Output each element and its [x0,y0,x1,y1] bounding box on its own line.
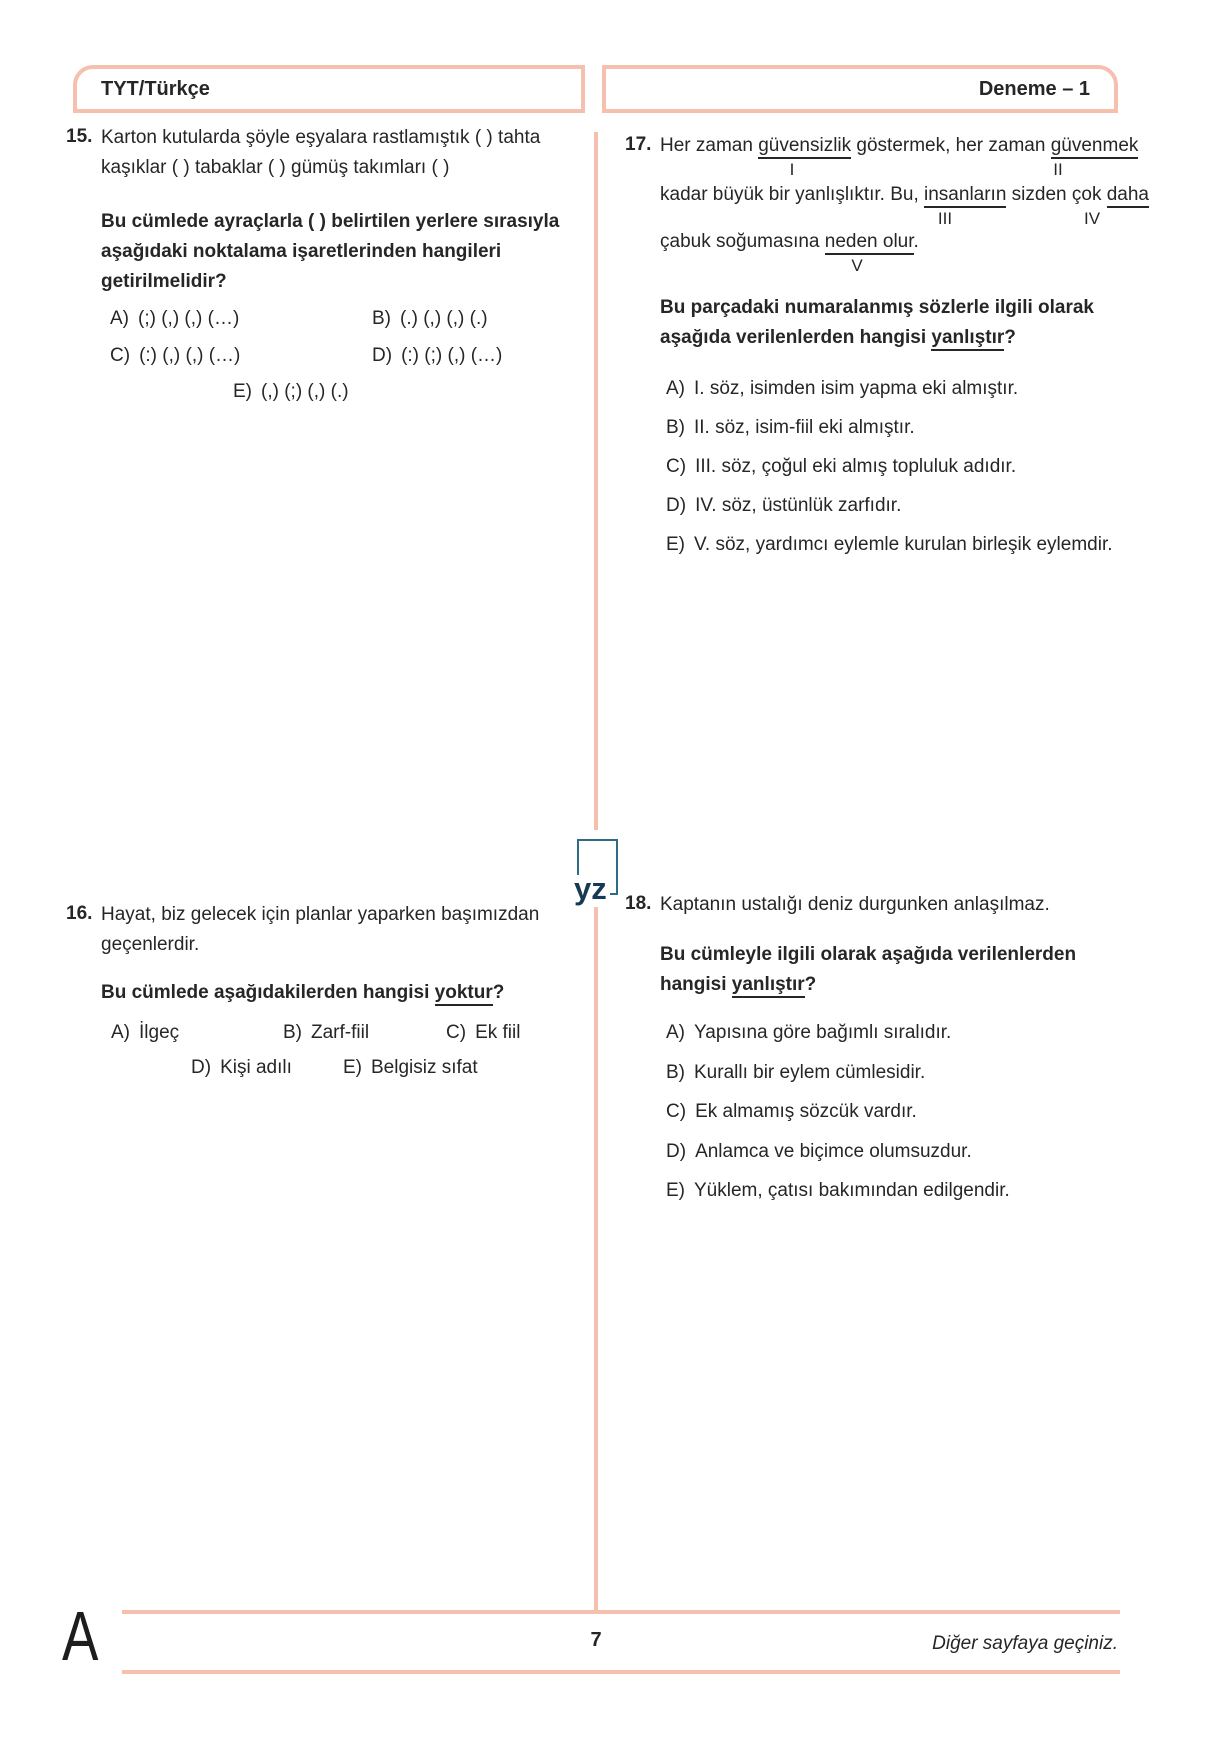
continue-note: Diğer sayfaya geçiniz. [932,1633,1118,1654]
sentence-text: göstermek, her zaman [851,135,1051,156]
header-box-right [602,65,1118,113]
header-box-left [73,65,585,113]
numeral-V: V [851,256,863,275]
option-text: V. söz, yardımcı eylemle kurulan birleşik eylemdir. [694,534,1113,555]
numeral-IV: IV [1083,209,1101,228]
question-18-option-d [666,1141,972,1163]
stem-text: Bu cümlede aşağıdakilerden hangisi [101,982,435,1003]
question-15 [66,126,560,416]
option-letter: D) [191,1057,212,1078]
option-text: Ek almamış sözcük vardır. [695,1101,917,1122]
option-text: II. söz, isim-fiil eki almıştır. [694,417,915,438]
question-15-stem-line2: aşağıdaki noktalama işaretlerinden hangileri [101,241,502,262]
option-text: (.) (,) (,) (.) [400,308,488,329]
question-15-sentence-line2: kaşıklar ( ) tabaklar ( ) gümüş takımları ( ) [101,157,450,178]
question-16-sentence-line1: Hayat, biz gelecek için planlar yaparken başımızdan [101,904,540,925]
question-15-option-a [110,308,239,330]
option-text: İlgeç [139,1022,180,1043]
underlined-word-2: güvenmek [1051,135,1139,159]
sentence-text: sizden çok [1006,184,1107,205]
option-letter: E) [666,534,685,555]
stem-text: hangisi [660,974,732,995]
option-text: Zarf-fiil [311,1022,370,1043]
option-letter: A) [666,378,685,399]
footer-rule-bottom [122,1670,1120,1674]
question-17-stem-line2 [660,326,1016,349]
option-letter: E) [233,381,252,402]
question-18-option-e [666,1180,1010,1202]
sentence-text: Her zaman [660,135,759,156]
footer-rule-top [122,1610,1120,1614]
question-16-option-e [343,1057,478,1079]
question-16-stem [101,981,504,1004]
option-letter: D) [666,495,687,516]
sentence-text: kadar büyük bir yanlışlıktır. Bu, [660,184,925,205]
question-18 [625,893,1118,1213]
underlined-word-3: insanların [924,184,1006,208]
publisher-logo [574,839,618,906]
option-letter: A) [111,1022,130,1043]
question-18-sentence: Kaptanın ustalığı deniz durgunken anlaşılmaz. [660,894,1050,915]
question-16-sentence-line2: geçenlerdir. [101,934,200,955]
question-17-option-e [666,534,1113,556]
question-17-number: 17. [625,134,652,155]
question-18-stem-line1: Bu cümleyle ilgili olarak aşağıda verilenlerden [660,944,1077,965]
option-text: III. söz, çoğul eki almış topluluk adıdır. [695,456,1017,477]
option-letter: C) [110,345,131,366]
question-17-option-d [666,495,901,517]
stem-text: ? [492,982,505,1003]
question-15-option-c [110,345,240,367]
sentence-text: çabuk soğumasına [660,231,825,252]
option-letter: B) [283,1022,302,1043]
stem-underlined-word: yanlıştır [931,327,1004,351]
option-text: Ek fiil [475,1022,521,1043]
question-18-stem-line2 [660,973,816,996]
option-letter: C) [666,456,687,477]
stem-underlined-word: yanlıştır [732,974,805,998]
column-divider-bottom [594,907,598,1613]
numeral-III: III [937,209,953,228]
exam-booklet-title: Deneme – 1 [978,78,1090,100]
question-15-stem-line3: getirilmelidir? [101,271,227,292]
question-15-option-e [233,381,349,403]
option-letter: C) [446,1022,467,1043]
stem-text: aşağıda verilenlerden hangisi [660,327,932,348]
question-17-sentence-line1 [660,134,1138,157]
stem-underlined-word: yoktur [435,982,493,1006]
numeral-I: I [789,160,795,179]
underlined-word-5: neden olur [825,231,914,255]
question-18-option-a [666,1022,951,1044]
question-15-option-d [372,345,502,367]
option-text: Belgisiz sıfat [371,1057,478,1078]
booklet-letter: A [62,1597,99,1675]
option-text: (:) (;) (,) (…) [401,345,503,366]
question-18-number: 18. [625,893,652,914]
stem-text: ? [1004,327,1016,348]
numeral-II: II [1053,160,1063,179]
option-text: Kurallı bir eylem cümlesidir. [694,1062,926,1083]
question-16-option-c [446,1022,520,1044]
option-letter: E) [666,1180,685,1201]
option-letter: E) [343,1057,362,1078]
question-16-option-a [111,1022,179,1044]
option-text: Kişi adılı [220,1057,292,1078]
option-letter: D) [372,345,393,366]
sentence-text: . [913,231,919,252]
option-letter: A) [666,1022,685,1043]
option-text: Yüklem, çatısı bakımından edilgendir. [694,1180,1010,1201]
underlined-word-1: güvensizlik [758,135,851,159]
option-text: (:) (,) (,) (…) [139,345,241,366]
question-17-option-a [666,378,1018,400]
option-text: I. söz, isimden isim yapma eki almıştır. [694,378,1019,399]
option-text: (;) (,) (,) (…) [138,308,240,329]
question-17-sentence-line3 [660,230,919,253]
question-16 [66,903,546,1093]
option-text: (,) (;) (,) (.) [261,381,349,402]
question-15-number: 15. [66,126,93,147]
option-letter: D) [666,1141,687,1162]
question-16-number: 16. [66,903,93,924]
question-17-stem-line1: Bu parçadaki numaralanmış sözlerle ilgili olarak [660,297,1095,318]
option-letter: C) [666,1101,687,1122]
question-16-option-b [283,1022,369,1044]
option-letter: A) [110,308,129,329]
option-text: IV. söz, üstünlük zarfıdır. [695,495,902,516]
exam-section-title: TYT/Türkçe [101,78,210,100]
question-18-option-b [666,1062,925,1084]
stem-text: ? [804,974,817,995]
question-15-option-b [372,308,488,330]
underlined-word-4: daha [1107,184,1149,208]
column-divider-top [594,132,598,830]
option-text: Anlamca ve biçimce olumsuzdur. [695,1141,972,1162]
option-letter: B) [666,417,685,438]
option-letter: B) [372,308,391,329]
question-17-sentence-line2 [660,183,1149,206]
question-15-stem-line1: Bu cümlede ayraçlarla ( ) belirtilen yerlere sırasıyla [101,211,560,232]
question-17-option-b [666,417,915,439]
option-text: Yapısına göre bağımlı sıralıdır. [694,1022,952,1043]
question-17 [625,134,1150,564]
page-number: 7 [590,1629,602,1651]
question-18-option-c [666,1101,917,1123]
publisher-logo-text: yz [574,875,610,902]
option-letter: B) [666,1062,685,1083]
question-15-sentence-line1: Karton kutularda şöyle eşyalara rastlamıştık ( ) tahta [101,127,541,148]
question-16-option-d [191,1057,292,1079]
question-17-option-c [666,456,1016,478]
